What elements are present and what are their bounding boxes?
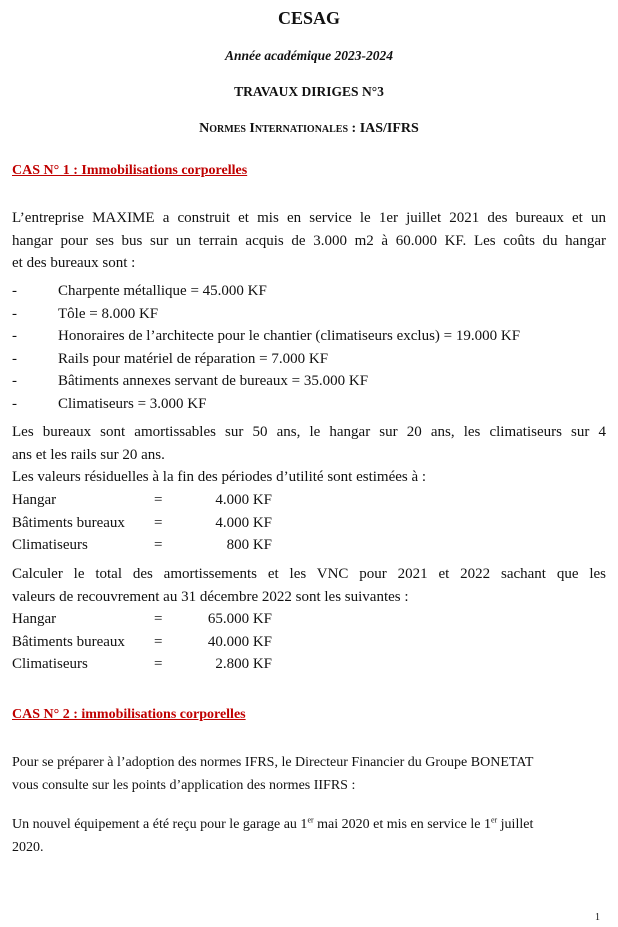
equals-sign: = (154, 492, 163, 508)
equals-sign: = (154, 514, 163, 531)
td-title: TRAVAUX DIRIGES N°3 (234, 84, 384, 99)
cost-list-item (12, 303, 606, 326)
case2-line: Pour se préparer à l’adoption des normes IFRS, le Directeur Financier du Groupe BONETAT (12, 755, 534, 770)
table-row (12, 512, 312, 535)
row-label: Hangar (12, 492, 57, 508)
cost-item-text: Honoraires de l’architecte pour le chantier (climatiseurs exclus) = 19.000 KF (58, 328, 521, 344)
case2-line: vous consulte sur les points d’application des normes IIFRS : (12, 778, 356, 793)
equals-sign: = (154, 633, 163, 650)
cost-item-text: Charpente métallique = 45.000 KF (58, 283, 267, 299)
calc-line: valeurs de recouvrement au 31 décembre 2022 sont les suivantes : (12, 588, 409, 605)
residual-intro: Les valeurs résiduelles à la fin des périodes d’utilité sont estimées à : (12, 469, 427, 486)
row-value: 4.000 KF (215, 492, 272, 508)
row-label: Climatiseurs (12, 656, 88, 672)
ordinal-superscript: er (490, 815, 498, 825)
equals-sign: = (154, 656, 163, 672)
cost-item-text: Tôle = 8.000 KF (58, 305, 159, 322)
recovery-values-table (12, 608, 312, 676)
text-segment: Un nouvel équipement a été reçu pour le garage au 1 (12, 817, 308, 832)
amortization-line: ans et les rails sur 20 ans. (12, 446, 165, 463)
cost-list (12, 280, 606, 415)
row-label: Hangar (12, 611, 57, 627)
academic-year: Année académique 2023-2024 (225, 48, 393, 63)
cost-item-text: Rails pour matériel de réparation = 7.000 KF (58, 350, 329, 367)
text-segment: mai 2020 et mis en service le 1 (313, 817, 491, 832)
cost-list-item (12, 348, 606, 371)
bullet-marker: - (12, 350, 17, 367)
calc-question (12, 563, 606, 608)
case1-intro-line: et des bureaux sont : (12, 255, 136, 272)
cost-list-item (12, 370, 606, 393)
text-segment: juillet (497, 817, 534, 832)
amortization-paragraph (12, 421, 606, 489)
cost-item-text: Bâtiments annexes servant de bureaux = 35.000 KF (58, 373, 369, 389)
case1-intro-line: hangar pour ses bus sur un terrain acquis de 3.000 m2 à 60.000 KF. Les coûts du hangar (12, 232, 606, 249)
norms-title: Normes Internationales : IAS/IFRS (199, 121, 419, 136)
equals-sign: = (154, 611, 163, 627)
cost-list-item (12, 325, 606, 348)
table-row (12, 489, 312, 512)
cost-list-item (12, 393, 606, 416)
case2-line: 2020. (12, 840, 44, 855)
table-row (12, 534, 312, 557)
table-row (12, 608, 312, 631)
case2-heading: CAS N° 2 : immobilisations corporelles (12, 707, 246, 722)
cost-item-text: Climatiseurs = 3.000 KF (58, 395, 207, 412)
ordinal-superscript: er (307, 815, 314, 825)
case2-line (12, 813, 608, 836)
bullet-marker: - (12, 283, 17, 299)
row-value: 4.000 KF (215, 514, 272, 531)
case2-paragraph-2 (12, 813, 608, 859)
page-number: 1 (595, 912, 600, 923)
calc-line: Calculer le total des amortissements et les VNC pour 2021 et 2022 sachant que les (12, 566, 606, 582)
case2-paragraph-1 (12, 751, 608, 797)
case1-intro (12, 207, 606, 275)
case1-heading: CAS N° 1 : Immobilisations corporelles (12, 163, 248, 178)
bullet-marker: - (12, 395, 17, 412)
row-label: Bâtiments bureaux (12, 633, 125, 650)
row-value: 40.000 KF (207, 633, 272, 650)
cost-list-item (12, 280, 606, 303)
residual-values-table (12, 489, 312, 557)
bullet-marker: - (12, 328, 17, 344)
row-value: 2.800 KF (215, 656, 272, 672)
case1-intro-line: L’entreprise MAXIME a construit et mis en service le 1er juillet 2021 des bureaux et un (12, 210, 606, 226)
row-label: Bâtiments bureaux (12, 514, 125, 531)
bullet-marker: - (12, 373, 17, 389)
row-label: Climatiseurs (12, 537, 88, 553)
table-row (12, 653, 312, 676)
table-row (12, 631, 312, 654)
bullet-marker: - (12, 305, 17, 322)
amortization-line: Les bureaux sont amortissables sur 50 ans, le hangar sur 20 ans, les climatiseurs sur 4 (12, 424, 606, 440)
row-value: 65.000 KF (207, 611, 272, 627)
equals-sign: = (154, 537, 163, 553)
row-value: 800 KF (226, 537, 272, 553)
school-name: CESAG (277, 8, 340, 28)
